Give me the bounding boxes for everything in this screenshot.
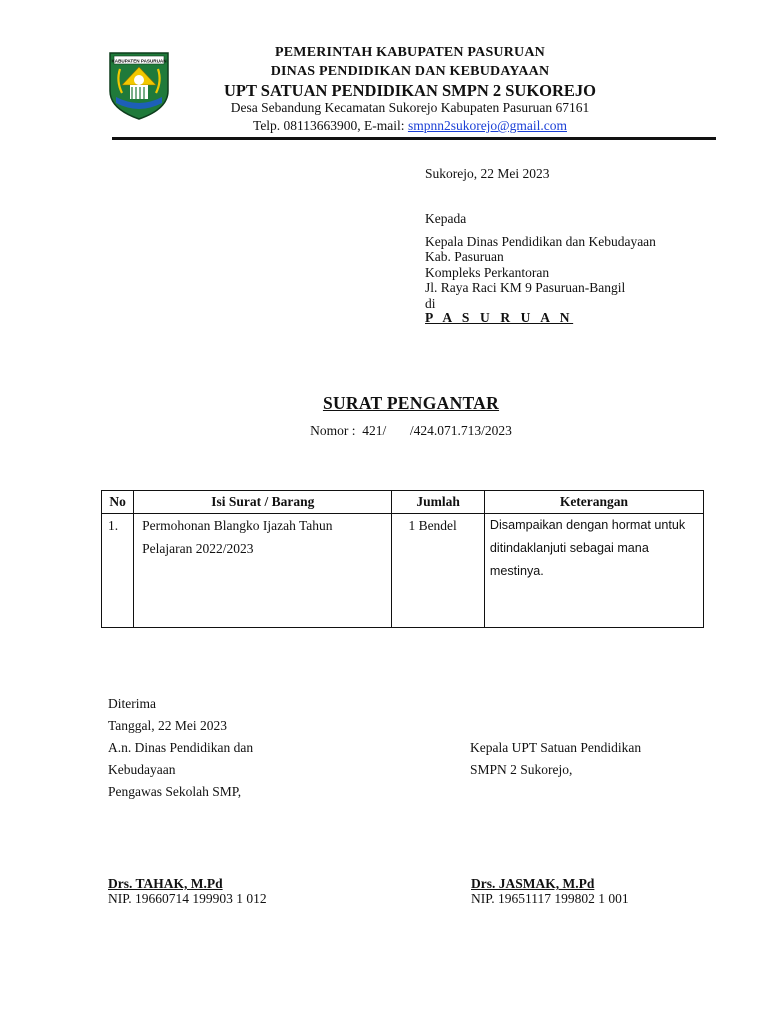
signature-left-line: Tanggal, 22 Mei 2023 — [108, 718, 228, 733]
cell-keterangan: Disampaikan dengan hormat untuk ditindaklanjuti sebagai mana mestinya. — [484, 514, 703, 628]
signatory-left-name: Drs. TAHAK, M.Pd — [108, 876, 223, 891]
cell-jumlah: 1 Bendel — [392, 514, 484, 628]
phone-text: Telp. 08113663900, E-mail: — [253, 118, 408, 133]
place-date: Sukorejo, 22 Mei 2023 — [425, 166, 550, 181]
recipient-city: P A S U R U A N — [425, 310, 574, 325]
header-keterangan: Keterangan — [484, 491, 703, 514]
signatory-right-nip: NIP. 19651117 199802 1 001 — [471, 891, 629, 906]
signature-left-block — [108, 693, 253, 803]
letter-number: Nomor : 421/ /424.071.713/2023 — [310, 423, 512, 438]
header-isi: Isi Surat / Barang — [134, 491, 392, 514]
recipient-line: Jl. Raya Raci KM 9 Pasuruan-Bangil — [425, 280, 626, 296]
recipient-line: Kepala Dinas Pendidikan dan Kebudayaan — [425, 234, 656, 249]
recipient-line: Kompleks Perkantoran — [425, 264, 550, 280]
signatory-left-nip: NIP. 19660714 199903 1 012 — [108, 891, 267, 906]
regency-logo — [106, 47, 172, 121]
header-jumlah: Jumlah — [392, 491, 484, 514]
signature-right-line: Kepala UPT Satuan Pendidikan — [470, 740, 642, 755]
to-label: Kepada — [425, 211, 467, 226]
signature-right-line: SMPN 2 Sukorejo, — [470, 762, 573, 777]
signature-left-line: Kebudayaan — [108, 762, 176, 777]
letter-title: SURAT PENGANTAR — [322, 393, 500, 413]
table-header-row — [102, 491, 704, 514]
items-table — [101, 490, 704, 628]
table-row — [102, 514, 704, 628]
recipient-line: di — [425, 295, 436, 311]
signature-left-line: Diterima — [108, 696, 156, 711]
letterhead-divider — [112, 137, 716, 140]
school-address: Desa Sebandung Kecamatan Sukorejo Kabupaten Pasuruan 67161 — [230, 100, 590, 115]
recipient-block — [425, 234, 656, 311]
signatory-right-name: Drs. JASMAK, M.Pd — [471, 876, 595, 891]
contact-line — [180, 118, 640, 134]
email-link[interactable]: smpnn2sukorejo@gmail.com — [407, 118, 567, 133]
cell-no: 1. — [102, 514, 134, 628]
signature-left-line: A.n. Dinas Pendidikan dan — [108, 740, 254, 755]
header-no: No — [102, 491, 134, 514]
signature-right-block — [470, 737, 641, 781]
government-name: PEMERINTAH KABUPATEN PASURUAN — [275, 45, 545, 60]
cell-isi: Permohonan Blangko Ijazah Tahun Pelajaran 2022/2023 — [134, 514, 392, 628]
recipient-line: Kab. Pasuruan — [425, 249, 504, 265]
svg-text:KABUPATEN PASURUAN: KABUPATEN PASURUAN — [111, 58, 167, 64]
school-name: UPT SATUAN PENDIDIKAN SMPN 2 SUKOREJO — [223, 81, 597, 100]
department-name: DINAS PENDIDIKAN DAN KEBUDAYAAN — [270, 64, 550, 79]
signature-left-line: Pengawas Sekolah SMP, — [108, 784, 242, 799]
